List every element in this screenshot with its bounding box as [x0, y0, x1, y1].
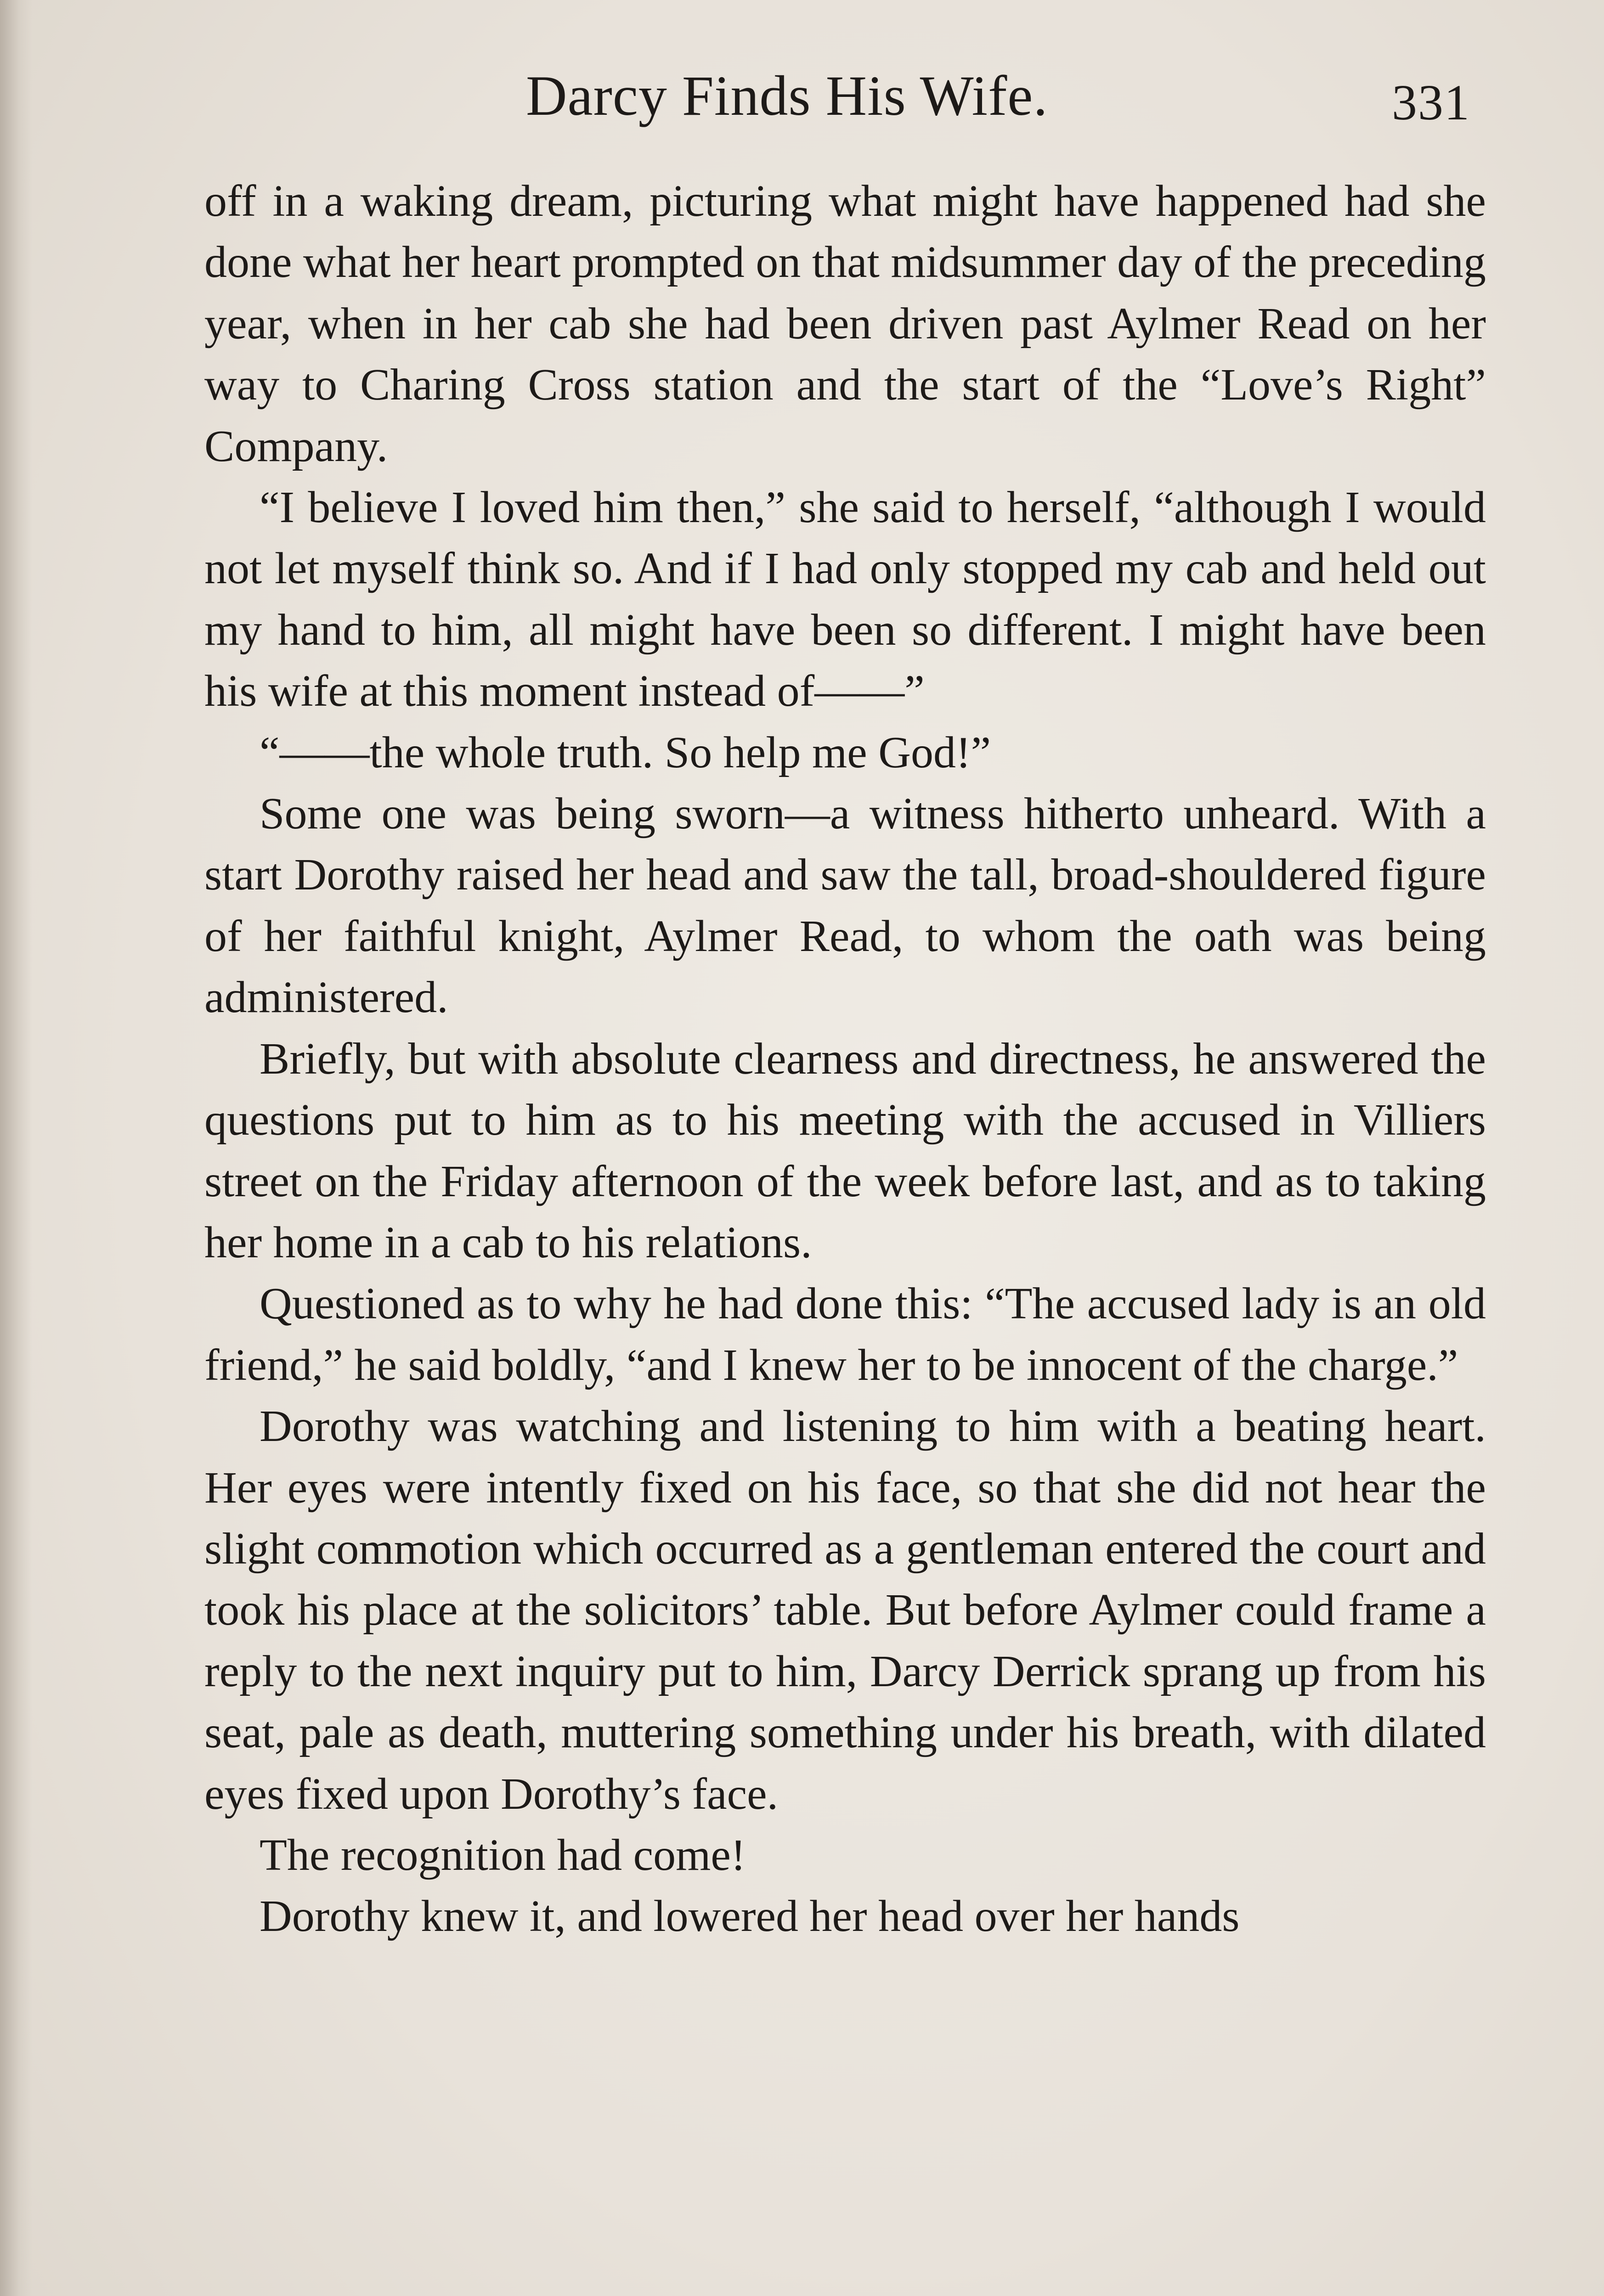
paragraph: Questioned as to why he had done this: “The accused lady is an old friend,” he said boldly, “and I knew her to be innocent of the charge.” [204, 1279, 1486, 1390]
paragraph: “I believe I loved him then,” she said to herself, “although I would not let myself think so. And if I had only stopped my cab and held out my hand to him, all might have been so different. I might have been his wife at this moment instead of——” [204, 483, 1486, 716]
paragraph: Briefly, but with absolute clearness and directness, he answered the questions put to him as to his meeting with the accused in Villiers street on the Friday afternoon of the week before last, and as to taking her home in a cab to his relations. [204, 1034, 1486, 1267]
paragraph: “——the whole truth. So help me God!” [260, 727, 991, 777]
paragraph: off in a waking dream, picturing what might have happened had she done what her heart prompted on that midsummer day of the preceding year, when in her cab she had been driven past Aylmer Read on her way to Charing Cross station and the start of the “Love’s Right” Company. [204, 176, 1486, 471]
paragraph: Dorothy knew it, and lowered her head over her hands [260, 1891, 1240, 1941]
page-number: 331 [1392, 74, 1470, 130]
paragraph: Dorothy was watching and listening to him with a beating heart. Her eyes were intently fixed on his face, so that she did not hear the slight commotion which occurred as a gentleman entered the court and took his place at the solicitors’ table. But before Aylmer could frame a reply to the next inquiry put to him, Darcy Derrick sprang up from his seat, pale as death, muttering something under his breath, with dilated eyes fixed upon Dorothy’s face. [204, 1401, 1486, 1819]
running-title: Darcy Finds His Wife. [526, 64, 1048, 127]
page-header [0, 55, 1604, 138]
body-text [204, 171, 1486, 1947]
paragraph: The recognition had come! [260, 1830, 746, 1880]
paragraph: Some one was being sworn—a witness hitherto unheard. With a start Dorothy raised her head and saw the tall, broad-shouldered figure of her faithful knight, Aylmer Read, to whom the oath was being administered. [204, 789, 1486, 1023]
spine-shadow [0, 0, 32, 2296]
